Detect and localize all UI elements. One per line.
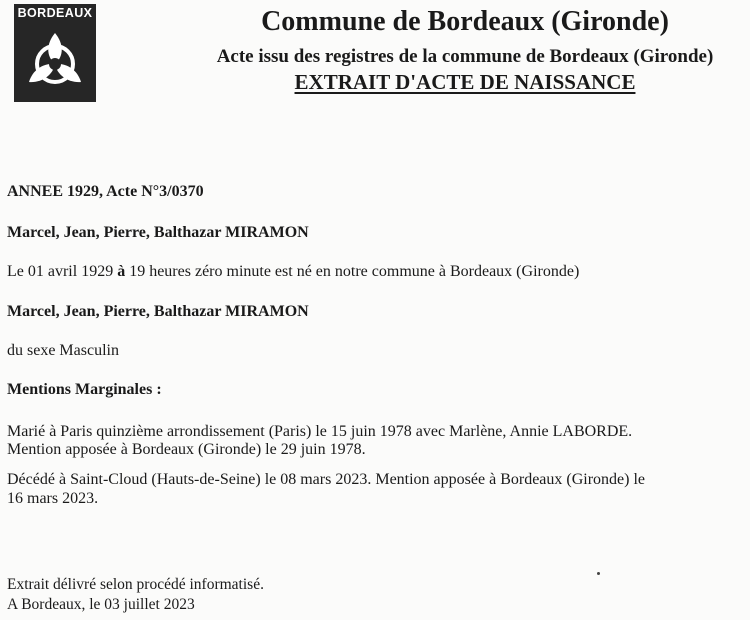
death-mention-line1: Décédé à Saint-Cloud (Hauts-de-Seine) le 08 mars 2023. Mention apposée à Bordeaux (Gironde) le xyxy=(7,471,646,488)
record-reference: ANNEE 1929, Acte N°3/0370 xyxy=(7,183,204,200)
logo-label: BORDEAUX xyxy=(17,6,93,20)
document-type-heading xyxy=(190,70,740,95)
footer-issuance-note: Extrait délivré selon procédé informatisé. xyxy=(7,576,264,593)
sex-statement: du sexe Masculin xyxy=(7,342,119,359)
birth-statement xyxy=(7,263,579,281)
person-name-heading: Marcel, Jean, Pierre, Balthazar MIRAMON xyxy=(7,224,309,241)
marriage-mention-line2: Mention apposée à Bordeaux (Gironde) le 29 juin 1978. xyxy=(7,441,366,458)
birth-date: Le 01 avril 1929 xyxy=(7,263,114,280)
page-subtitle: Acte issu des registres de la commune de Bordeaux (Gironde) xyxy=(216,46,714,67)
triquetra-emblem-icon xyxy=(20,26,90,98)
birth-connector: à xyxy=(117,263,126,280)
page-title: Commune de Bordeaux (Gironde) xyxy=(261,6,669,37)
footer-place-date: A Bordeaux, le 03 juillet 2023 xyxy=(7,596,195,613)
marriage-mention-line1: Marié à Paris quinzième arrondissement (Paris) le 15 juin 1978 avec Marlène, Annie LABORDE. xyxy=(7,423,633,440)
document-type-text: EXTRAIT D'ACTE DE NAISSANCE xyxy=(294,70,636,94)
mentions-heading: Mentions Marginales : xyxy=(7,381,162,398)
bordeaux-logo xyxy=(14,4,96,102)
birth-details: 19 heures zéro minute est né en notre commune à Bordeaux (Gironde) xyxy=(129,263,580,280)
scan-speck xyxy=(597,572,600,575)
death-mention-line2: 16 mars 2023. xyxy=(7,490,99,507)
person-name-repeat: Marcel, Jean, Pierre, Balthazar MIRAMON xyxy=(7,303,309,320)
